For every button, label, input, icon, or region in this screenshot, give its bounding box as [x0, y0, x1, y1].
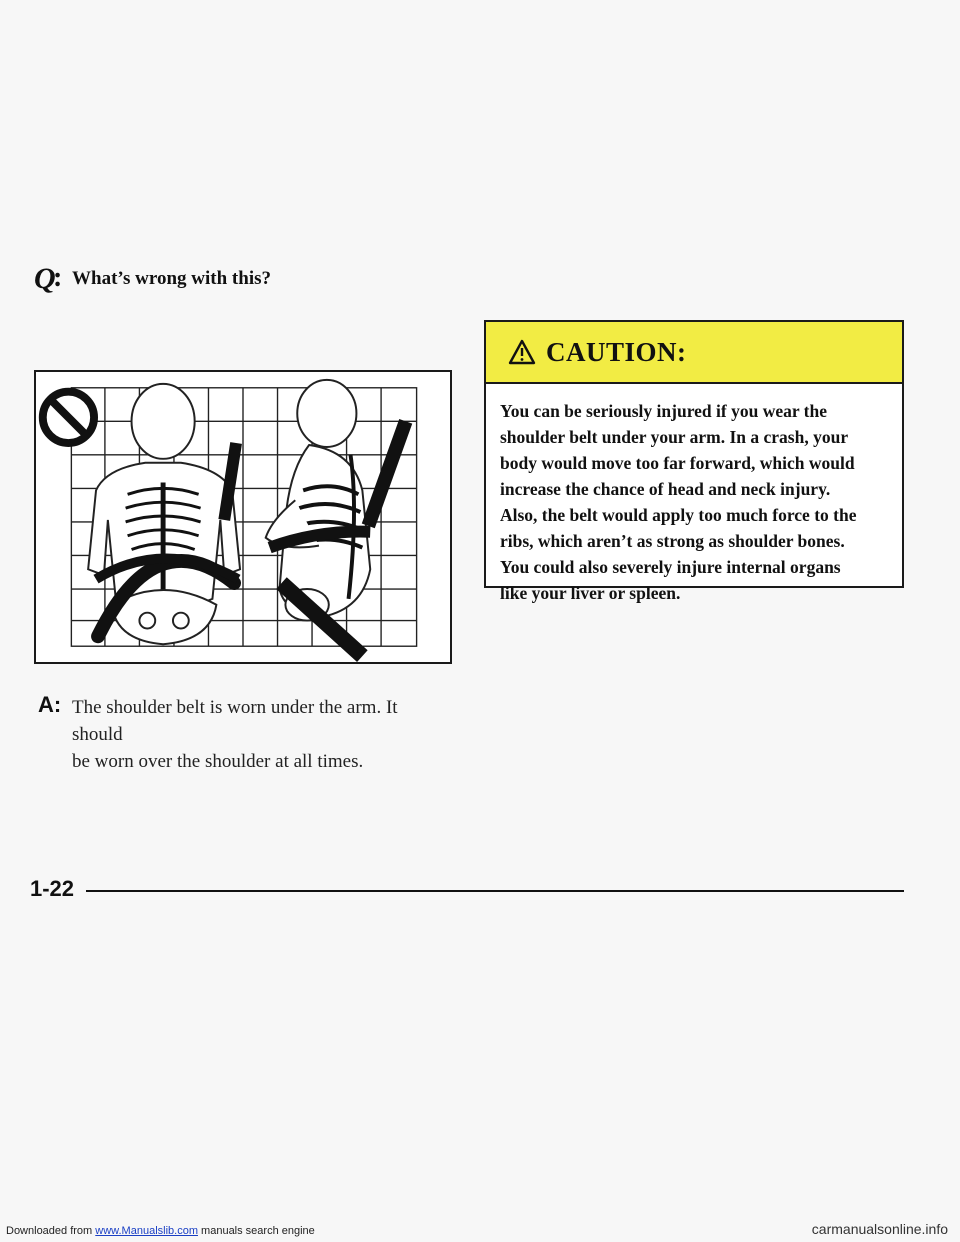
caution-line: body would move too far forward, which would	[500, 453, 855, 473]
caution-line: Also, the belt would apply too much force to the	[500, 505, 857, 525]
prohibited-icon	[43, 392, 94, 443]
answer-text	[72, 694, 452, 775]
site-watermark: carmanualsonline.info	[811, 1221, 948, 1237]
caution-line: You can be seriously injured if you wear the	[500, 401, 828, 421]
warning-triangle-icon	[508, 339, 536, 365]
caution-line: shoulder belt under your arm. In a crash, your	[500, 427, 849, 447]
download-banner	[6, 1225, 315, 1237]
caution-line: You could also severely injure internal organs	[500, 557, 841, 577]
seatbelt-illustration-svg	[36, 372, 450, 662]
footer-rule	[86, 890, 904, 892]
caution-line: like your liver or spleen.	[500, 583, 681, 603]
seatbelt-illustration	[34, 370, 452, 664]
question-letter: Q	[34, 262, 56, 295]
manualslib-link[interactable]: www.Manualslib.com	[95, 1225, 198, 1237]
answer-letter: A:	[38, 692, 62, 717]
banner-prefix: Downloaded from	[6, 1225, 93, 1237]
page-number: 1-22	[30, 876, 75, 901]
banner-suffix: manuals search engine	[201, 1225, 315, 1237]
answer-line-2: be worn over the shoulder at all times.	[72, 751, 364, 772]
caution-title: CAUTION:	[546, 336, 687, 367]
caution-body	[486, 384, 902, 606]
caution-line: increase the chance of head and neck injury.	[500, 479, 831, 499]
answer-line-1: The shoulder belt is worn under the arm. It should	[72, 697, 398, 745]
caution-header	[486, 322, 902, 384]
question-colon: :	[53, 262, 63, 293]
caution-line: ribs, which aren’t as strong as shoulder bones.	[500, 531, 845, 551]
caution-box	[484, 320, 904, 603]
question-text: What’s wrong with this?	[72, 268, 271, 289]
